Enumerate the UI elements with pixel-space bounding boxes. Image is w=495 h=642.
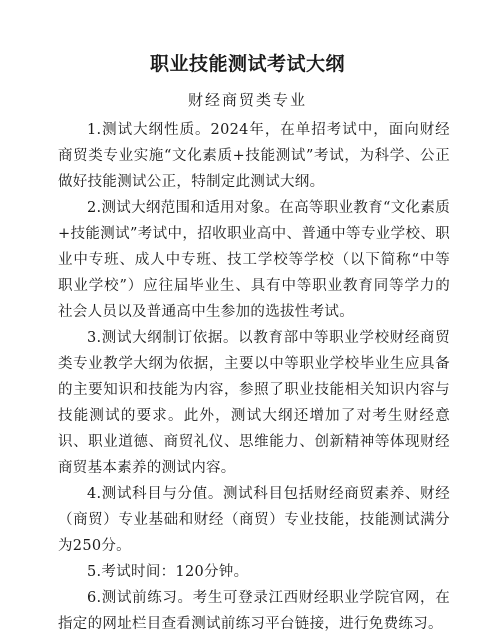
document-body [58,117,450,637]
paragraph-scope-and-applicants: 2.测试大纲范围和适用对象。在高等职业教育“文化素质+技能测试”考试中，招收职业高中、普通中等专业学校、职业中专班、成人中专班、技工学校等学校（以下简称“中等职业学校”）应往届毕业生、具有中等职业教育同等学力的社会人员以及普通高中生参加的选拔性考试。 [58,200,450,320]
paragraph-basis: 3.测试大纲制订依据。以教育部中等职业学校财经商贸类专业教学大纲为依据，主要以中等职业学校毕业生应具备的主要知识和技能为内容，参照了职业技能相关知识内容与技能测试的要求。此外，测试大纲还增加了对考生财经意识、职业道德、商贸礼仪、思维能力、创新精神等体现财经商贸基本素养的测试内容。 [58,330,450,476]
paragraph-exam-time: 5.考试时间：120分钟。 [87,564,249,580]
document-subtitle: 财经商贸类专业 [187,91,307,109]
paragraph-outline-nature: 1.测试大纲性质。2024年，在单招考试中，面向财经商贸类专业实施“文化素质+技能测试”考试，为科学、公正做好技能测试公正，特制定此测试大纲。 [58,122,450,190]
paragraph-practice: 6.测试前练习。考生可登录江西财经职业学院官网，在指定的网址栏目查看测试前练习平台链接，进行免费练习。 [58,590,450,632]
document-title: 职业技能测试考试大纲 [149,53,345,75]
paragraph-subjects-and-scores: 4.测试科目与分值。测试科目包括财经商贸素养、财经（商贸）专业基础和财经（商贸）专业技能，技能测试满分为250分。 [58,486,450,554]
